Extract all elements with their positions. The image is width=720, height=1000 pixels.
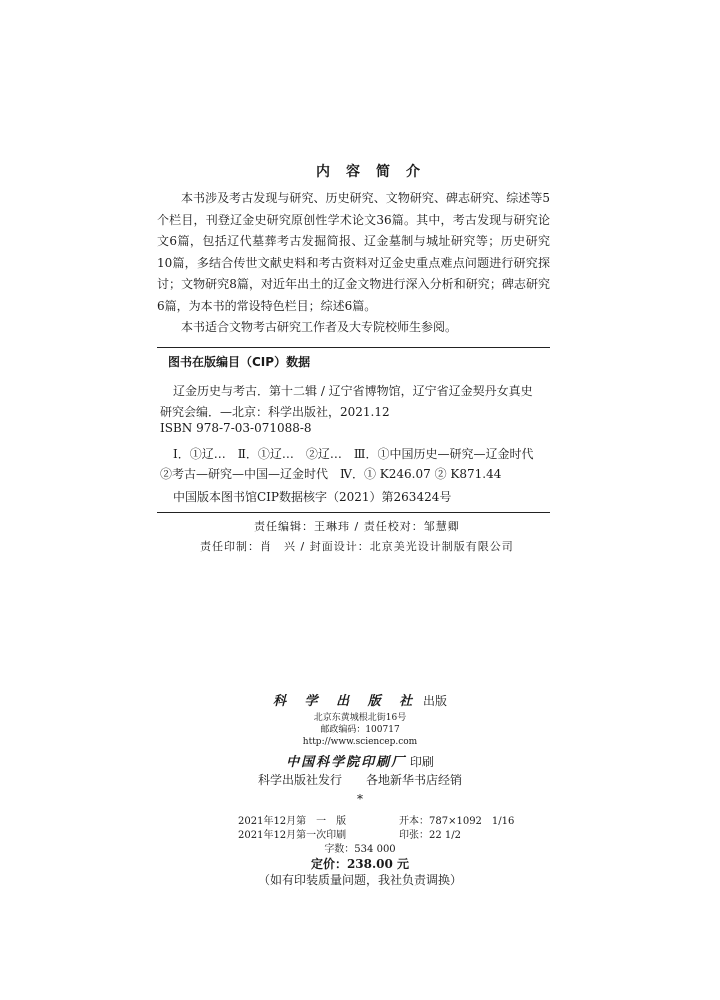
- printing-label: 2021年12月第一次印刷: [238, 830, 347, 841]
- summary-paragraph: 本书适合文物考古研究工作者及大专院校师生参阅。: [181, 320, 458, 334]
- printer-role: 印刷: [409, 755, 434, 769]
- summary-title: 内容简介: [316, 164, 436, 180]
- editor-credit: 责任编辑：王琳玮 / 责任校对：邹慧卿: [254, 520, 460, 533]
- format-label: 开本：787×1092 1/16: [399, 816, 515, 827]
- cip-record-line: 辽金历史与考古．第十二辑 / 辽宁省博物馆，辽宁省辽金契丹女真史: [173, 384, 533, 398]
- summary-paragraph: 本书涉及考古发现与研究、历史研究、文物研究、碑志研究、综述等5个栏目，刊登辽金史研究原创性学术论文36篇。其中，考古发现与研究论文6篇，包括辽代墓葬考古发掘简报、辽金墓制与城址研究等；历史研究10篇，多结合传世文献史料和考古资料对辽金史重点难点问题进行研究探讨；文物研究8篇，对近年出土的辽金文物进行深入分析和研究；碑志研究6篇，为本书的常设特色栏目；综述6篇。: [157, 191, 550, 313]
- edition-label: 2021年12月第 一 版: [238, 816, 347, 827]
- cip-check-number: 中国版本图书馆CIP数据核字（2021）第263424号: [173, 490, 452, 504]
- price-label: 定价：238.00 元: [310, 857, 410, 871]
- publisher-address: 北京东黄城根北街16号: [313, 713, 407, 723]
- cip-heading: 图书在版编目（CIP）数据: [168, 355, 311, 369]
- cip-record-line: 研究会编．—北京：科学出版社，2021.12: [160, 405, 390, 419]
- cip-classification-line: Ⅰ．①辽… Ⅱ．①辽… ②辽… Ⅲ．①中国历史—研究—辽金时代: [173, 447, 534, 461]
- word-count-label: 字数：534 000: [324, 844, 396, 855]
- printer-logo: 中国科学院印刷厂: [286, 755, 407, 770]
- production-credit: 责任印制：肖 兴 / 封面设计：北京美光设计制版有限公司: [200, 540, 514, 553]
- divider: [157, 512, 550, 513]
- printer-line: [0, 751, 720, 770]
- summary-body: [157, 188, 550, 339]
- distribution-line: 科学出版社发行 各地新华书店经销: [257, 773, 462, 787]
- publisher-role: 出版: [422, 694, 447, 708]
- divider: [157, 347, 550, 348]
- cip-classification-line: ②考古—研究—中国—辽金时代 Ⅳ．① K246.07 ② K871.44: [160, 467, 502, 481]
- publisher-url: http://www.sciencep.com: [302, 737, 418, 747]
- cip-isbn: ISBN 978-7-03-071088-8: [160, 421, 312, 435]
- quality-notice: （如有印装质量问题，我社负责调换）: [257, 873, 462, 887]
- publisher-logo: 科 学 出 版 社: [273, 694, 420, 709]
- publisher-line: [0, 690, 720, 709]
- separator-star: *: [357, 792, 363, 806]
- publisher-postcode: 邮政编码：100717: [320, 725, 400, 735]
- sheets-label: 印张：22 1/2: [399, 830, 461, 841]
